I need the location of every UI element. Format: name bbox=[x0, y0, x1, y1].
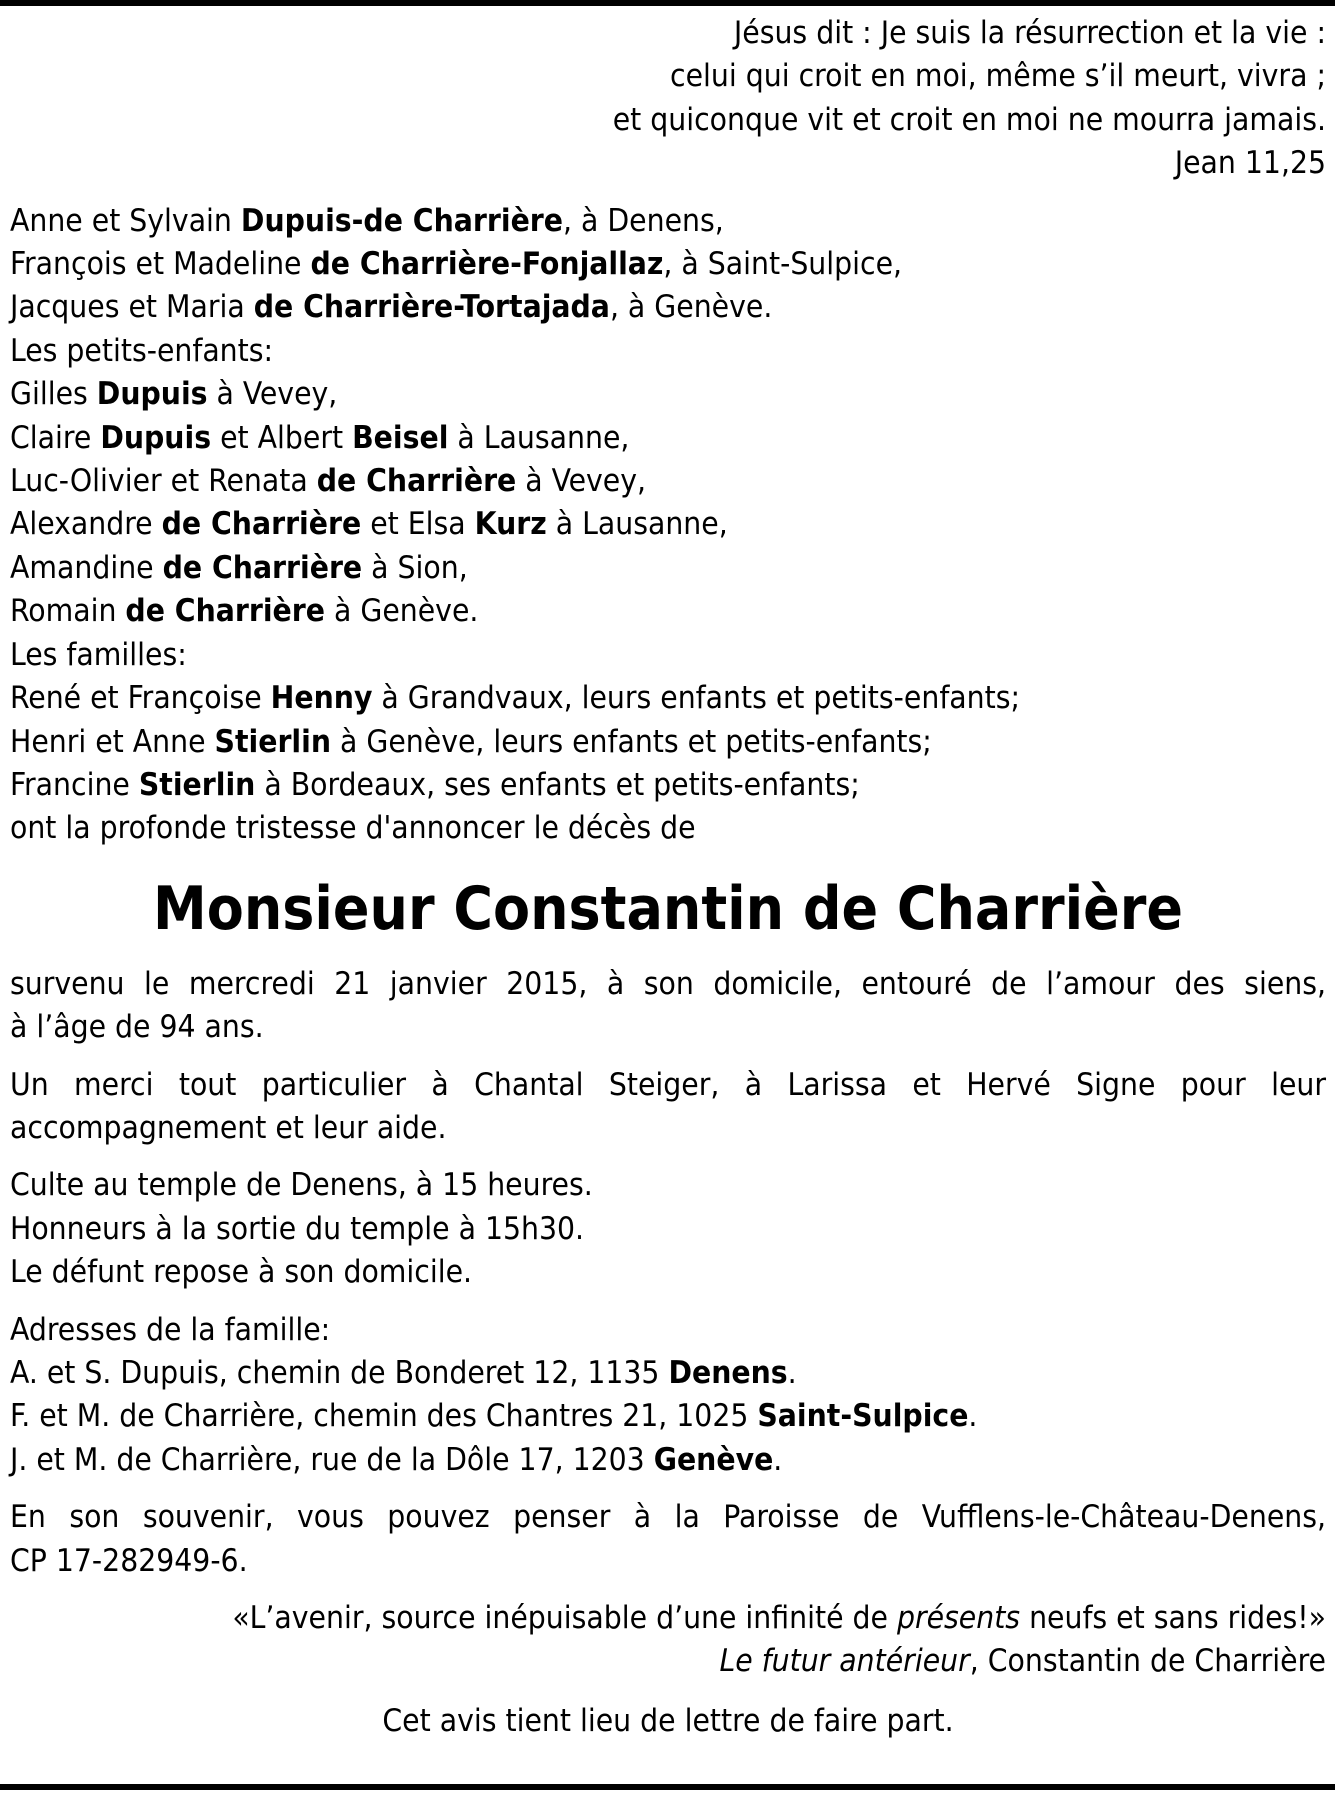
closing-quote bbox=[10, 1597, 1326, 1684]
text: et Elsa bbox=[361, 506, 475, 543]
text: à Grandvaux, leurs enfants et petits-enfants; bbox=[372, 680, 1021, 717]
town: Genève bbox=[653, 1441, 774, 1478]
bottom-rule bbox=[0, 1784, 1335, 1790]
text: , à Denens, bbox=[563, 202, 724, 239]
family-line bbox=[10, 677, 1326, 720]
surname: Dupuis bbox=[100, 419, 212, 456]
text: A. et S. Dupuis, chemin de Bonderet 12, 1135 bbox=[10, 1354, 669, 1391]
quote-source bbox=[10, 1640, 1326, 1683]
text: Romain bbox=[10, 593, 126, 630]
text: J. et M. de Charrière, rue de la Dôle 17, 1203 bbox=[10, 1441, 654, 1478]
address-line bbox=[10, 1352, 1326, 1395]
service-line: Culte au temple de Denens, à 15 heures. bbox=[10, 1167, 593, 1204]
deceased-name: Monsieur Constantin de Charrière bbox=[153, 873, 1183, 944]
text: , Constantin de Charrière bbox=[969, 1643, 1326, 1680]
text: Francine bbox=[10, 766, 139, 803]
family-line bbox=[10, 417, 1326, 460]
text: . bbox=[773, 1441, 783, 1478]
surname: Beisel bbox=[352, 419, 449, 456]
thanks-line: Un merci tout particulier à Chantal Steiger, à Larissa et Hervé Signe pour leur bbox=[10, 1066, 1326, 1103]
verse-line: celui qui croit en moi, même s’il meurt, vivra ; bbox=[670, 58, 1326, 95]
text: F. et M. de Charrière, chemin des Chantres 21, 1025 bbox=[10, 1398, 758, 1435]
thanks-paragraph bbox=[10, 1064, 1326, 1151]
text: Luc-Olivier et Renata bbox=[10, 463, 317, 500]
text: neufs et sans rides!» bbox=[1020, 1600, 1326, 1636]
top-rule bbox=[0, 0, 1335, 6]
text: à Bordeaux, ses enfants et petits-enfants; bbox=[255, 766, 860, 803]
family-line bbox=[10, 200, 1326, 243]
family-line bbox=[10, 460, 1326, 503]
text: Alexandre bbox=[10, 506, 162, 543]
address-line bbox=[10, 1439, 1326, 1482]
text: à Vevey, bbox=[516, 463, 647, 500]
text: Claire bbox=[10, 419, 101, 456]
text: Gilles bbox=[10, 376, 97, 413]
donation-line: CP 17-282949-6. bbox=[10, 1542, 248, 1579]
service-line: Le défunt repose à son domicile. bbox=[10, 1254, 473, 1291]
service-details bbox=[10, 1164, 1326, 1294]
surname: Stierlin bbox=[138, 766, 256, 803]
quote-line bbox=[10, 1597, 1326, 1640]
families-heading: Les familles: bbox=[10, 636, 187, 673]
text: «L’avenir, source inépuisable d’une infinité de bbox=[232, 1600, 897, 1636]
surname: de Charrière-Tortajada bbox=[253, 289, 610, 326]
verse-line: et quiconque vit et croit en moi ne mourra jamais. bbox=[612, 101, 1326, 138]
surname: Henny bbox=[270, 680, 373, 717]
text: , à Saint-Sulpice, bbox=[663, 246, 903, 283]
text: à Sion, bbox=[362, 549, 468, 586]
donation-line: En son souvenir, vous pouvez penser à la Paroisse de Vufflens-le-Château-Denens, bbox=[10, 1499, 1326, 1536]
family-line bbox=[10, 764, 1326, 807]
announcement-line: ont la profonde tristesse d'annoncer le décès de bbox=[10, 810, 696, 847]
text: René et Françoise bbox=[10, 680, 271, 717]
text: à Genève. bbox=[325, 593, 479, 630]
surname: de Charrière-Fonjallaz bbox=[310, 246, 664, 283]
grandchildren-heading: Les petits-enfants: bbox=[10, 332, 274, 369]
text: Henri et Anne bbox=[10, 723, 215, 760]
town: Denens bbox=[668, 1354, 788, 1391]
text: Anne et Sylvain bbox=[10, 202, 241, 239]
text: et Albert bbox=[211, 419, 353, 456]
family-list bbox=[10, 200, 1326, 851]
text: . bbox=[787, 1354, 797, 1391]
surname: Dupuis-de Charrière bbox=[240, 202, 563, 239]
surname: de Charrière bbox=[161, 506, 362, 543]
obituary-notice bbox=[10, 12, 1326, 1743]
thanks-line: accompagnement et leur aide. bbox=[10, 1109, 447, 1146]
addresses-heading: Adresses de la famille: bbox=[10, 1311, 331, 1348]
text: . bbox=[968, 1398, 978, 1435]
death-notice bbox=[10, 963, 1326, 1050]
donation-paragraph bbox=[10, 1496, 1326, 1583]
text: Amandine bbox=[10, 549, 163, 586]
family-line bbox=[10, 286, 1326, 329]
text: à Lausanne, bbox=[546, 506, 728, 543]
surname: Kurz bbox=[474, 506, 547, 543]
surname: Stierlin bbox=[214, 723, 332, 760]
text: Jacques et Maria bbox=[10, 289, 254, 326]
family-line bbox=[10, 373, 1326, 416]
town: Saint-Sulpice bbox=[757, 1398, 969, 1435]
family-line bbox=[10, 243, 1326, 286]
italic-word: présents bbox=[896, 1600, 1021, 1636]
text: à Vevey, bbox=[207, 376, 338, 413]
family-line bbox=[10, 547, 1326, 590]
surname: de Charrière bbox=[162, 549, 363, 586]
text: François et Madeline bbox=[10, 246, 311, 283]
surname: de Charrière bbox=[125, 593, 325, 630]
book-title: Le futur antérieur bbox=[719, 1643, 970, 1680]
family-line bbox=[10, 721, 1326, 764]
closing-note: Cet avis tient lieu de lettre de faire part. bbox=[382, 1702, 954, 1739]
service-line: Honneurs à la sortie du temple à 15h30. bbox=[10, 1210, 585, 1247]
family-line bbox=[10, 590, 1326, 633]
text: à Lausanne, bbox=[448, 419, 630, 456]
address-line bbox=[10, 1395, 1326, 1438]
surname: de Charrière bbox=[316, 463, 517, 500]
verse-reference: Jean 11,25 bbox=[1174, 145, 1326, 182]
family-addresses bbox=[10, 1309, 1326, 1483]
notice-line: à l’âge de 94 ans. bbox=[10, 1009, 264, 1046]
family-line bbox=[10, 503, 1326, 546]
surname: Dupuis bbox=[96, 376, 208, 413]
verse-line: Jésus dit : Je suis la résurrection et la vie : bbox=[733, 15, 1326, 51]
text: , à Genève. bbox=[609, 289, 773, 326]
bible-verse bbox=[10, 12, 1326, 186]
notice-line: survenu le mercredi 21 janvier 2015, à son domicile, entouré de l’amour des siens, bbox=[10, 965, 1326, 1002]
text: à Genève, leurs enfants et petits-enfants; bbox=[331, 723, 932, 760]
